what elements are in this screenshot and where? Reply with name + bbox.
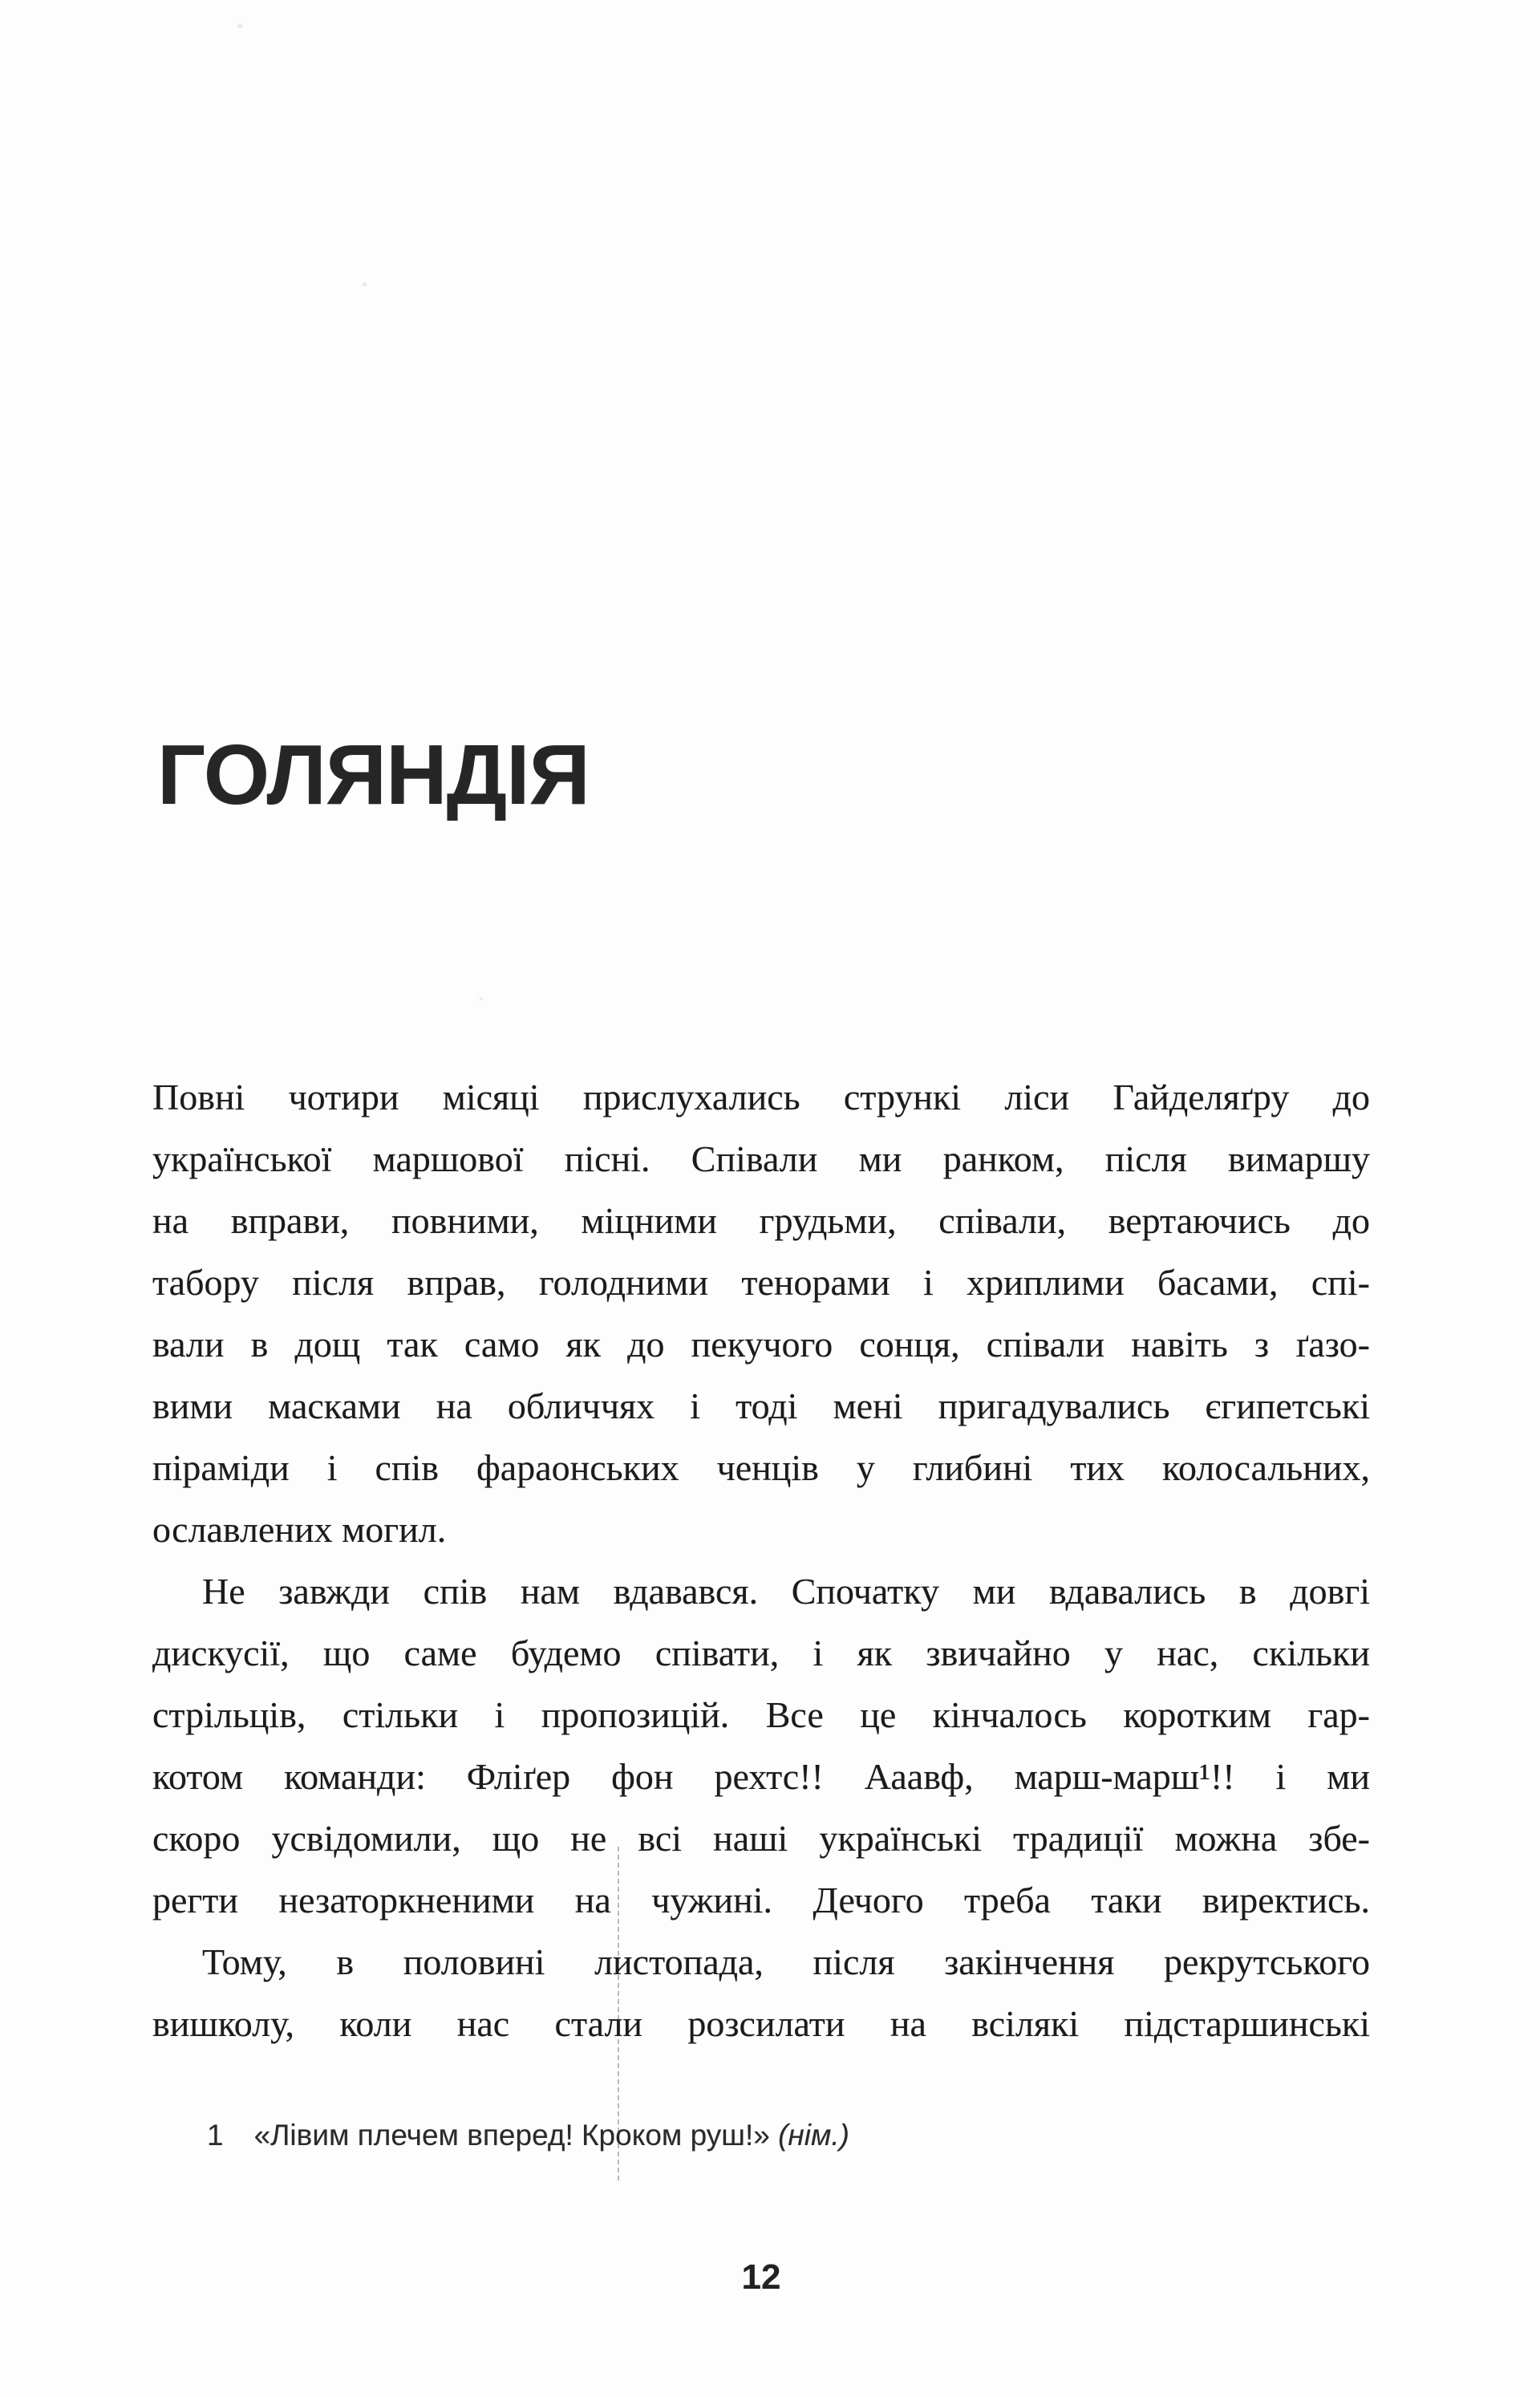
footnote-body [254, 2116, 849, 2155]
text-line: Тому, в половині листопада, після закінчення рекрутського [202, 1941, 1370, 1982]
text-line: вишколу, коли нас стали розсилати на всілякі підстаршинські [152, 2003, 1370, 2044]
text-line: скоро усвідомили, що не всі наші українські традиції можна збе- [152, 1818, 1370, 1859]
text-line: дискусії, що саме будемо співати, і як звичайно у нас, скільки [152, 1632, 1370, 1673]
footnote-text: «Лівим плечем вперед! Кроком руш!» [253, 2119, 770, 2152]
text-line: української маршової пісні. Співали ми ранком, після вимаршу [152, 1138, 1370, 1179]
text-line: на вправи, повними, міцними грудьми, співали, вертаючись до [152, 1200, 1370, 1241]
text-line: вали в дощ так само як до пекучого сонця, співали навіть з ґазо- [152, 1324, 1370, 1365]
text-line: регти незаторкненими на чужині. Дечого треба таки виректись. [152, 1880, 1370, 1920]
scan-speck [480, 997, 483, 1000]
text-line: котом команди: Фліґер фон рехтс!! Ааавф, марш-марш¹!! і ми [152, 1756, 1370, 1797]
scan-speck [237, 24, 242, 28]
text-line: Не завжди спів нам вдавався. Спочатку ми вдавались в довгі [202, 1571, 1370, 1612]
scan-artifact-line [618, 1847, 619, 2180]
scan-speck [363, 282, 367, 286]
text-line: ославлених могил. [152, 1509, 447, 1550]
text-line: вими масками на обличчях і тоді мені пригадувались єгипетські [152, 1385, 1370, 1426]
text-line: піраміди і спів фараонських ченців у глибині тих колосальних, [152, 1447, 1370, 1488]
body-text [152, 1066, 1370, 2054]
chapter-title: ГОЛЯНДІЯ [157, 728, 590, 822]
text-line: табору після вправ, голодними тенорами і хриплими басами, спі- [152, 1262, 1370, 1303]
footnote-language-note: (нім.) [778, 2119, 849, 2152]
text-line: Повні чотири місяці прислухались стрункі ліси Гайделяґру до [152, 1077, 1370, 1117]
footnote [207, 2116, 849, 2155]
text-line: стрільців, стільки і пропозицій. Все це кінчалось коротким гар- [152, 1694, 1370, 1735]
footnote-marker: 1 [207, 2119, 224, 2152]
page-number: 12 [741, 2257, 781, 2297]
